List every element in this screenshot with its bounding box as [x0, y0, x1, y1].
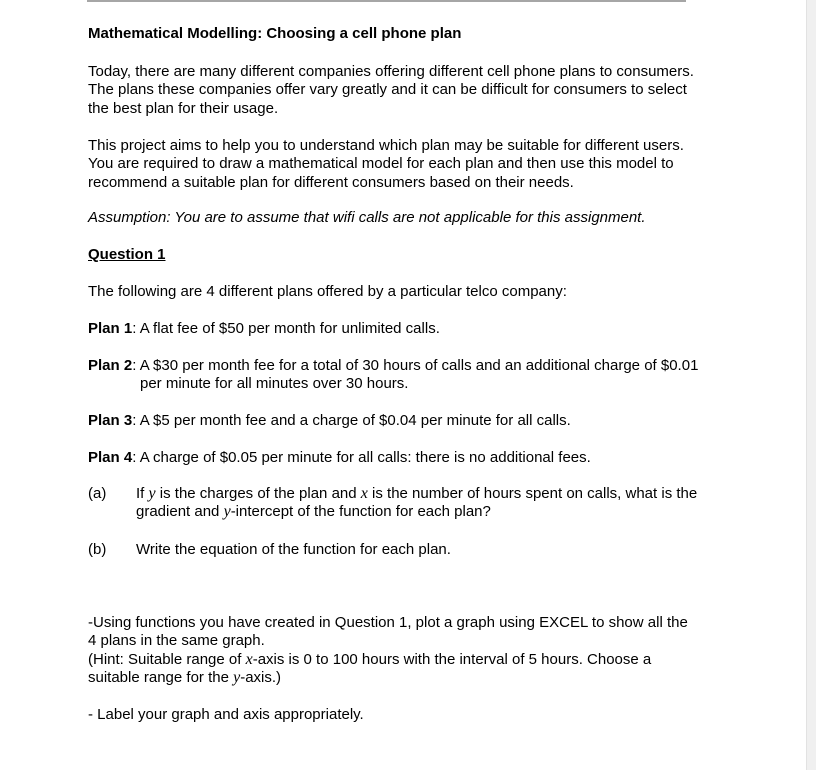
part-b — [88, 541, 748, 561]
part-a-text-segment: -intercept of the function for each plan? — [230, 503, 491, 521]
plan-4 — [88, 449, 748, 467]
plan-description: : A charge of $0.05 per minute for all calls: there is no additional fees. — [132, 449, 591, 466]
project-line: You are required to draw a mathematical model for each plan and then use this model to — [88, 155, 674, 173]
project-line: recommend a suitable plan for different consumers based on their needs. — [88, 173, 574, 191]
graph-task — [88, 614, 748, 688]
hint-segment: suitable range for the — [88, 669, 234, 687]
vertical-scrollbar[interactable] — [806, 0, 816, 770]
part-a — [88, 485, 748, 525]
variable-y: y — [223, 503, 231, 521]
part-a-text-segment: If — [136, 485, 149, 502]
hint-segment: -axis is 0 to 100 hours with the interval of 5 hours. Choose a — [252, 650, 652, 668]
part-b-text: Write the equation of the function for each plan. — [136, 541, 451, 558]
plan-3 — [88, 412, 748, 430]
part-a-text-segment: is the charges of the plan and — [155, 485, 361, 502]
variable-y: y — [148, 485, 156, 502]
project-line: This project aims to help you to understand which plan may be suitable for different users. — [88, 137, 684, 154]
part-a-text — [136, 485, 748, 522]
plan-label: Plan 1 — [88, 320, 133, 337]
variable-x: x — [360, 485, 368, 502]
hint-line — [88, 651, 748, 669]
plan-2 — [88, 357, 748, 394]
variable-y: y — [233, 669, 241, 687]
graph-task-line: 4 plans in the same graph. — [88, 632, 265, 650]
plan-description: : A $5 per month fee and a charge of $0.04 per minute for all calls. — [132, 412, 571, 429]
graph-task-line: -Using functions you have created in Question 1, plot a graph using EXCEL to show all the — [88, 614, 688, 631]
page-top-rule — [87, 0, 686, 2]
hint-segment: (Hint: Suitable range of — [88, 650, 246, 668]
part-a-text-segment: gradient and — [136, 503, 224, 521]
intro-line: The plans these companies offer vary greatly and it can be difficult for consumers to select — [88, 81, 687, 99]
plan-label: Plan 3 — [88, 412, 133, 429]
plan-1 — [88, 320, 748, 338]
plan-label: Plan 4 — [88, 449, 133, 466]
intro-line: the best plan for their usage. — [88, 99, 279, 117]
intro-line: Today, there are many different companies offering different cell phone plans to consumers. — [88, 63, 694, 80]
plan-description-continued: per minute for all minutes over 30 hours. — [140, 375, 409, 393]
question-heading — [88, 246, 748, 264]
plan-label: Plan 2 — [88, 357, 133, 374]
label-note: - Label your graph and axis appropriately. — [88, 706, 364, 723]
assumption-note: Assumption: You are to assume that wifi calls are not applicable for this assignment. — [88, 209, 646, 226]
hint-segment: -axis.) — [240, 669, 282, 687]
question-1-heading: Question 1 — [88, 246, 166, 263]
intro-paragraph — [88, 63, 748, 118]
hint-line — [88, 669, 748, 687]
plan-description: : A flat fee of $50 per month for unlimited calls. — [132, 320, 440, 337]
part-a-label: (a) — [88, 485, 107, 502]
part-a-text-segment: is the number of hours spent on calls, what is the — [367, 485, 698, 502]
variable-x: x — [245, 650, 253, 668]
project-paragraph — [88, 137, 748, 192]
plans-intro: The following are 4 different plans offered by a particular telco company: — [88, 283, 567, 300]
plan-description: : A $30 per month fee for a total of 30 hours of calls and an additional charge of $0.01 — [132, 357, 699, 374]
part-b-label: (b) — [88, 541, 107, 558]
document-title: Mathematical Modelling: Choosing a cell phone plan — [88, 25, 462, 42]
